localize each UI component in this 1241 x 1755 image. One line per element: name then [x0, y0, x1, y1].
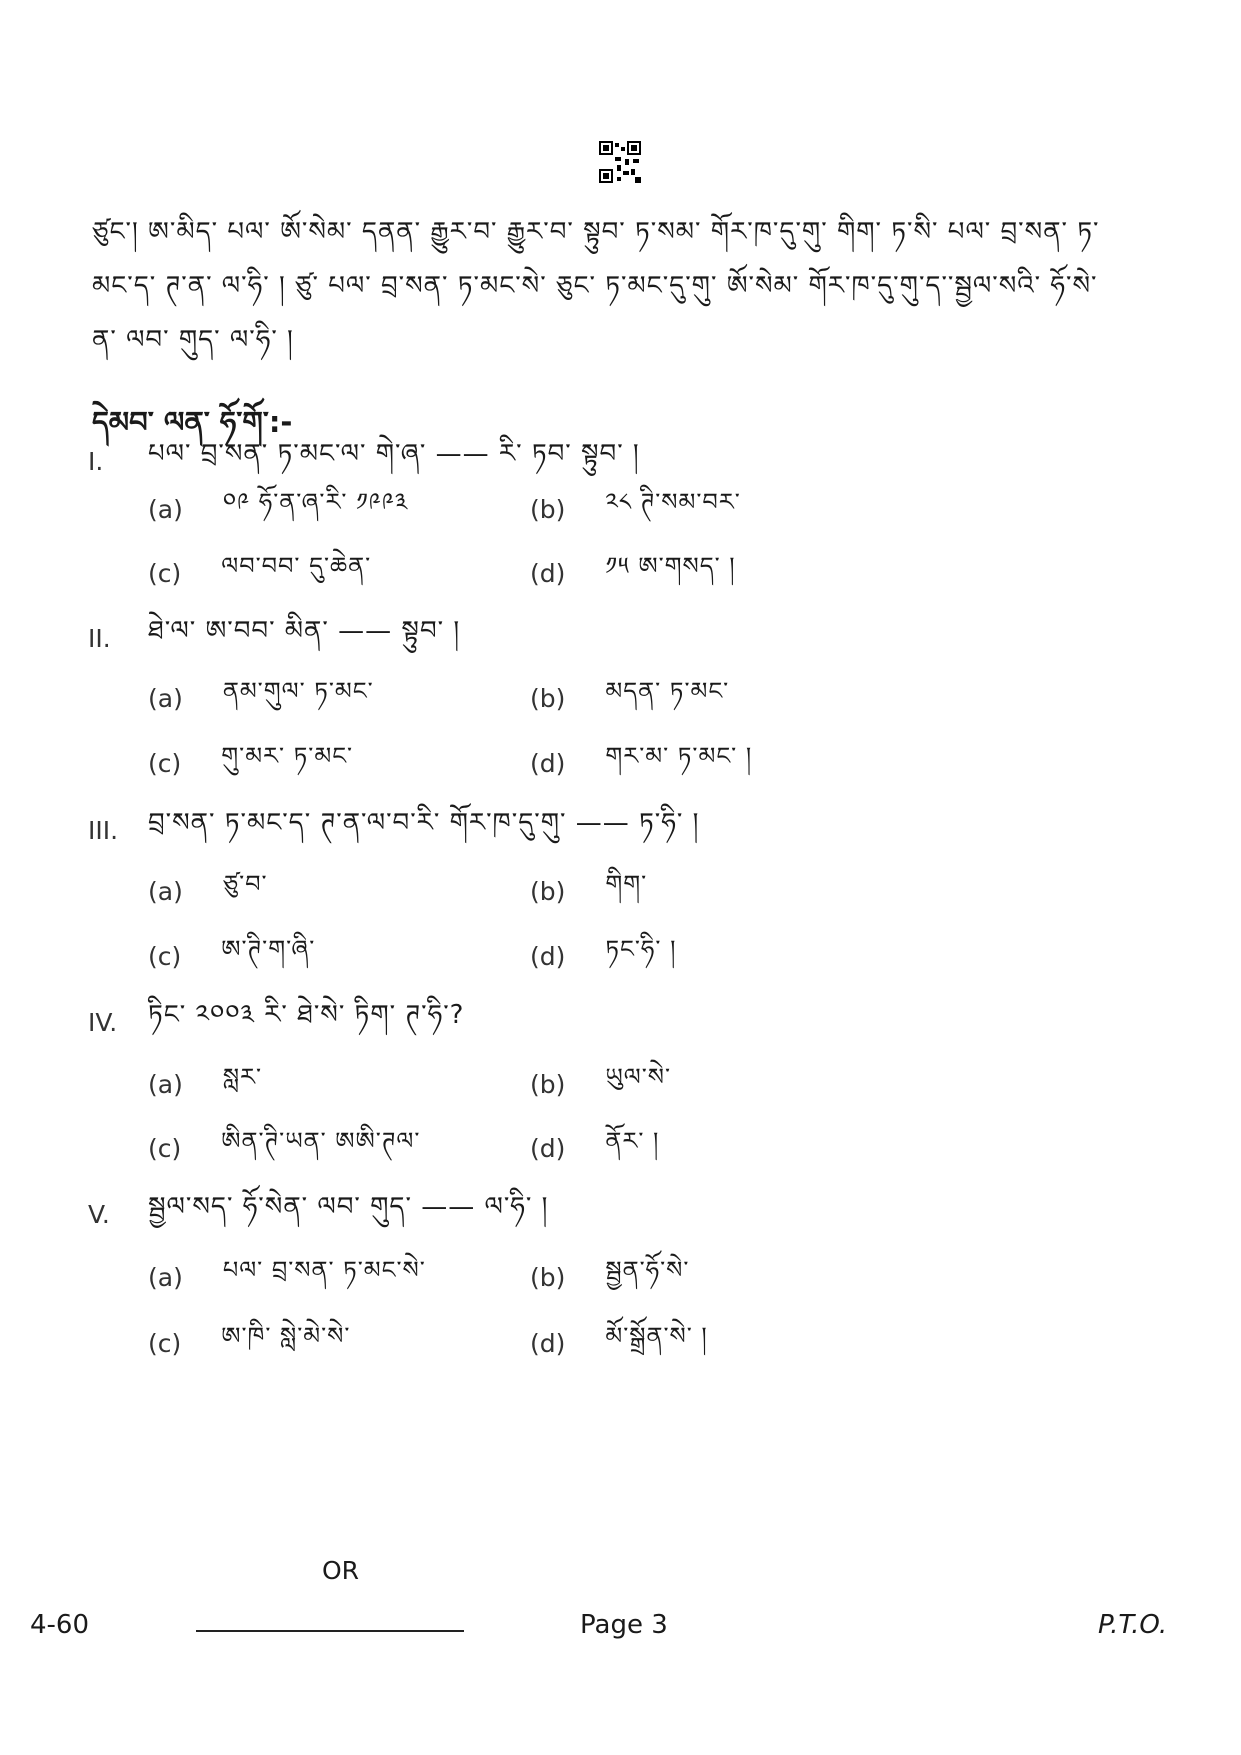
option-3d	[530, 923, 676, 990]
option-text: ནམ་གུལ་ ཏ་མང་	[222, 677, 374, 705]
option-text: ཨ་ཁི་ སླེ་མེ་སེ་	[221, 1322, 351, 1350]
option-label: (d)	[530, 1134, 566, 1163]
option-1a	[148, 476, 408, 543]
option-4b	[530, 1051, 671, 1118]
option-label: (a)	[148, 1263, 183, 1292]
option-label: (c)	[148, 1134, 182, 1163]
question-text: ཏིང་ ༢༠༠༣ རི་ ཐེ་སེ་ ཏིག་ ཊ་ཧི་?	[148, 1000, 465, 1030]
question-number: III.	[88, 816, 119, 845]
paper-code: 4-60	[30, 1610, 90, 1640]
question-4	[88, 986, 464, 1059]
option-5b	[530, 1244, 689, 1311]
option-label: (b)	[530, 684, 566, 713]
option-text: ༢༨ ཊི་སམ་བར་	[605, 488, 741, 516]
question-number: II.	[88, 624, 111, 653]
pto-label: P.T.O.	[1098, 1610, 1168, 1640]
footer-divider	[196, 1630, 464, 1632]
option-1c	[148, 540, 371, 607]
option-text: སྦྱན་ཧོ་སེ་	[605, 1256, 690, 1284]
option-label: (b)	[530, 877, 566, 906]
question-text: ཐེ་ལ་ ཨ་བབ་ མིན་ —— སྟུབ་ །	[148, 616, 461, 646]
option-4a	[148, 1051, 262, 1118]
option-2b	[530, 665, 729, 732]
option-text: ཨ་ཊི་ག་ཞི་	[221, 935, 316, 963]
option-2c	[148, 730, 353, 797]
option-text: གིག་	[605, 870, 648, 898]
option-text: ཡུལ་སེ་	[605, 1063, 672, 1091]
option-3a	[148, 858, 268, 925]
question-text: པལ་ བྲ་སན་ ཏ་མང་ལ་ གེ་ཞ་ —— རི་ ཏབ་ སྟུབ་ །	[148, 439, 640, 469]
option-text: ༠༩ ཧོ་ན་ཞ་རི་ ༡༩༩༣	[222, 488, 409, 516]
option-text: ཏང་ཧི་ །	[605, 935, 677, 963]
option-text: ༡༥ ཨ་གསད་ །	[605, 552, 736, 580]
option-label: (d)	[530, 749, 566, 778]
option-label: (a)	[148, 877, 183, 906]
question-number: V.	[88, 1200, 110, 1229]
option-text: ཨིན་ཊི་ཡན་ ཨཨི་ཊལ་	[221, 1127, 421, 1155]
passage-text: ཙུང་། ཨ་མིད་ པལ་ ཨོ་སེམ་ དནན་ རྒྱུར་བ་ རྒྱུར་བ་ སྟུབ་ ཏ་སམ་ གོར་ཁ་དུ་གུ་ གིག་ ཏ་སི་ པལ་ བྲ་སན་ ཏ་ མང་ད་ ཊ་ན་ ལ་ཧི་ ། ཙུ་ པལ་ བྲ་སན་ ཏ་མང་སེ་ ཅུང་ ཏ་མང་དུ་གུ་ ཨོ་སེམ་ གོར་ཁ་དུ་གུ་ད་་སྦྱལ་སའི་ ཧོ་སེ་ ན་ ལབ་ གུད་ ལ་ཧི་ །	[92, 217, 1100, 355]
option-3c	[148, 923, 315, 990]
option-1b	[530, 476, 741, 543]
option-text: གུ་མར་ ཏ་མང་	[221, 742, 354, 770]
option-text: མདན་ ཏ་མང་	[605, 677, 730, 705]
option-label: (d)	[530, 942, 566, 971]
option-2a	[148, 665, 374, 732]
option-label: (d)	[530, 559, 566, 588]
option-label: (b)	[530, 1263, 566, 1292]
option-label: (d)	[530, 1329, 566, 1358]
section-heading: དེམབ་ ལན་ ཧོ་གོ་:-	[92, 405, 293, 439]
option-4d	[530, 1115, 659, 1182]
qr-code-icon	[599, 140, 641, 184]
option-label: (b)	[530, 1070, 566, 1099]
option-text: གར་མ་ ཏ་མང་ །	[605, 742, 753, 770]
option-label: (c)	[148, 942, 182, 971]
question-text: བྲ་སན་ ཏ་མང་ད་ ཊ་ན་ལ་བ་རི་ གོར་ཁ་དུ་གུ་ —— ཏ་ཧི་ །	[148, 808, 700, 838]
option-label: (c)	[148, 559, 182, 588]
option-5c	[148, 1310, 350, 1377]
option-5d	[530, 1310, 708, 1377]
option-1d	[530, 540, 736, 607]
or-separator: OR	[322, 1556, 360, 1585]
question-number: IV.	[88, 1008, 118, 1037]
option-text: ནོར་ །	[605, 1127, 660, 1155]
option-text: ལབ་བབ་ དུ་ཆེན་	[221, 552, 372, 580]
option-3b	[530, 858, 647, 925]
page-number: Page 3	[580, 1610, 668, 1640]
option-label: (a)	[148, 495, 183, 524]
option-text: སླར་	[222, 1063, 263, 1091]
option-text: ཙུ་བ་	[222, 870, 268, 898]
option-2d	[530, 730, 752, 797]
option-label: (c)	[148, 749, 182, 778]
option-label: (a)	[148, 1070, 183, 1099]
question-5	[88, 1178, 548, 1251]
option-label: (c)	[148, 1329, 182, 1358]
option-label: (a)	[148, 684, 183, 713]
option-4c	[148, 1115, 420, 1182]
option-5a	[148, 1244, 426, 1311]
option-label: (b)	[530, 495, 566, 524]
option-text: པལ་ བྲ་སན་ ཏ་མང་སེ་	[222, 1256, 426, 1284]
question-number: I.	[88, 447, 104, 476]
question-3	[88, 794, 699, 867]
option-text: མོ་སྒྲོན་སེ་ །	[605, 1322, 708, 1350]
question-text: སྦྱལ་སད་ ཧོ་སེན་ ལབ་ གུད་ —— ལ་ཧི་ །	[148, 1192, 549, 1222]
